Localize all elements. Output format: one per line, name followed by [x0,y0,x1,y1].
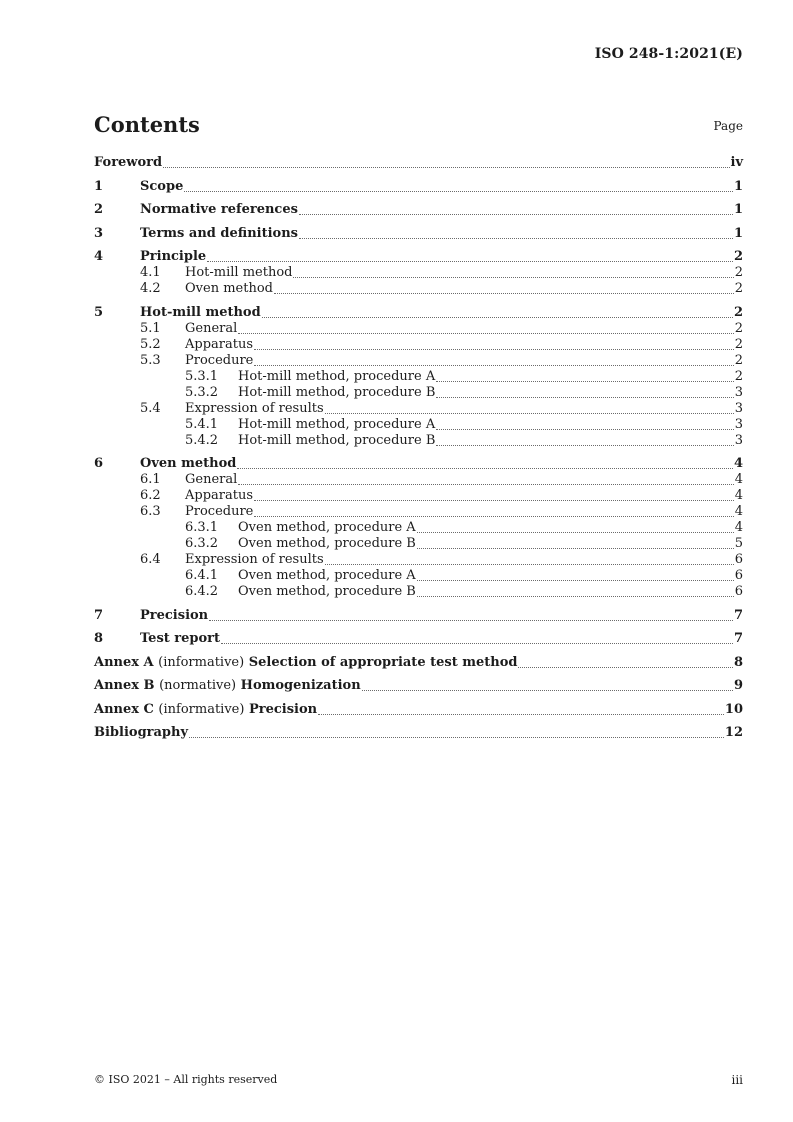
dot-leader [436,445,733,446]
dot-leader [274,293,734,294]
toc-entry-title [94,678,361,694]
toc-entry-page: 4 [733,456,743,471]
annex-label: Annex B [94,678,155,693]
toc-entry[interactable] [94,456,743,472]
toc-entry-page: 2 [734,320,743,336]
toc-entry[interactable] [94,472,743,488]
toc-entry-page: 1 [733,178,743,194]
dot-leader [325,564,734,565]
toc-entry-title: General [185,320,238,336]
annex-title: Selection of appropriate test method [248,654,518,670]
toc-entry-number: 3 [94,225,104,241]
toc-entry[interactable] [94,179,743,195]
toc-entry[interactable] [94,433,743,449]
toc-entry[interactable] [94,369,743,385]
dot-leader [184,191,733,192]
toc-entry-page: 4 [734,504,743,519]
dot-leader [299,238,733,239]
toc-entry-title [94,655,517,671]
toc-entry-number: 2 [94,202,104,217]
toc-entry-page: 6 [734,552,743,567]
toc-entry-number: 6.3 [140,504,161,519]
toc-entry-page: 7 [733,631,743,646]
dot-leader [207,261,733,262]
dot-leader [436,381,734,382]
toc-entry-page: 2 [733,249,743,264]
toc-entry-page: 3 [734,400,743,416]
toc-entry-page: 5 [734,536,743,551]
toc-entry[interactable] [94,417,743,433]
toc-entry-page: 1 [733,202,743,217]
toc-entry[interactable] [94,281,743,297]
toc-entry-title: Procedure [185,352,254,368]
toc-entry-number: 5.3.2 [185,384,219,400]
toc-entry-title: Procedure [185,504,254,519]
toc-entry-title: Bibliography [94,725,189,740]
toc-entry-number: 5.4 [140,400,161,416]
toc-entry[interactable] [94,568,743,584]
dot-leader [238,333,733,334]
toc-entry-page: 6 [734,584,743,599]
toc-entry[interactable] [94,337,743,353]
toc-entry-title: Oven method, procedure B [238,584,416,599]
copyright-notice: © ISO 2021 – All rights reserved [94,1073,278,1086]
toc-entry-number: 4 [94,249,104,264]
dot-leader [293,277,733,278]
toc-entry[interactable] [94,353,743,369]
dot-leader [436,397,733,398]
toc-entry-title: Oven method, procedure A [238,520,416,535]
page-title: Contents [94,112,200,137]
toc-entry-number: 6.4 [140,552,161,567]
toc-entry-title: General [185,472,238,487]
toc-entry-title: Hot-mill method [140,304,261,320]
toc-entry[interactable] [94,702,743,718]
toc-entry-page: 7 [733,607,743,623]
table-of-contents [94,155,743,741]
toc-entry-page: 2 [734,368,743,384]
dot-leader [254,516,733,517]
toc-entry-title: Hot-mill method, procedure B [238,384,436,400]
toc-entry-title: Hot-mill method, procedure A [238,416,436,432]
annex-label: Annex C [94,701,154,717]
toc-entry-title: Test report [140,631,221,646]
toc-entry-page: 4 [734,520,743,535]
dot-leader [325,413,734,414]
dot-leader [254,349,734,350]
toc-entry-number: 5.4.1 [185,416,219,432]
annex-title: Homogenization [240,678,361,693]
dot-leader [318,714,724,715]
dot-leader [221,643,733,644]
dot-leader [254,500,734,501]
toc-entry-page: 6 [734,568,743,583]
toc-entry-number: 5.2 [140,336,161,352]
toc-entry-title: Expression of results [185,400,324,416]
toc-entry-page: 1 [733,225,743,241]
toc-entry-title: Oven method, procedure A [238,568,416,583]
toc-entry[interactable] [94,385,743,401]
toc-entry-title: Hot-mill method, procedure A [238,368,436,384]
document-id: ISO 248-1:2021(E) [594,46,743,62]
toc-entry[interactable] [94,265,743,281]
toc-entry-page: 3 [734,416,743,432]
toc-entry-page: 3 [734,384,743,400]
toc-entry-page: 4 [734,472,743,487]
page-column-label: Page [713,119,743,133]
page-number: iii [731,1073,743,1087]
dot-leader [417,580,734,581]
toc-entry[interactable] [94,725,743,741]
toc-entry-title: Normative references [140,202,298,217]
toc-entry-page: 3 [734,432,743,448]
toc-entry-page: 10 [724,701,743,717]
toc-entry-title: Foreword [94,155,163,170]
toc-entry-number: 5.1 [140,320,161,336]
toc-entry-number: 6.4.1 [185,568,219,583]
toc-entry-number: 6.3.2 [185,536,219,551]
toc-entry[interactable] [94,488,743,504]
toc-entry-number: 4.1 [140,265,161,280]
toc-entry[interactable] [94,536,743,552]
toc-entry-number: 6.4.2 [185,584,219,599]
toc-entry[interactable] [94,584,743,600]
toc-entry-number: 4.2 [140,281,161,296]
toc-entry-title: Oven method [185,281,273,296]
dot-leader [518,667,732,668]
toc-entry-number: 5 [94,304,104,320]
toc-entry[interactable] [94,305,743,321]
toc-entry-number: 8 [94,631,104,646]
toc-entry[interactable] [94,552,743,568]
annex-title: Precision [248,701,318,717]
toc-entry-number: 7 [94,607,104,623]
toc-entry[interactable] [94,202,743,218]
dot-leader [237,468,733,469]
toc-entry-title: Terms and definitions [140,225,298,241]
toc-entry-title: Scope [140,178,184,194]
toc-entry-number: 6.3.1 [185,520,219,535]
toc-entry-title: Principle [140,249,207,264]
toc-entry[interactable] [94,520,743,536]
toc-entry-number: 5.3.1 [185,368,219,384]
toc-entry[interactable] [94,226,743,242]
toc-entry[interactable] [94,321,743,337]
toc-entry-page: 12 [724,725,743,740]
dot-leader [417,548,734,549]
toc-entry-number: 6.1 [140,472,161,487]
toc-entry[interactable] [94,249,743,265]
toc-entry-number: 6 [94,456,104,471]
dot-leader [417,532,734,533]
annex-type-note: (informative) [158,654,245,670]
dot-leader [299,214,733,215]
toc-entry-page: 2 [734,265,743,280]
toc-entry[interactable] [94,608,743,624]
toc-entry[interactable] [94,655,743,671]
dot-leader [209,620,733,621]
toc-entry-page: 9 [733,678,743,693]
toc-entry-title: Expression of results [185,552,324,567]
toc-entry-title: Hot-mill method, procedure B [238,432,436,448]
toc-entry-number: 6.2 [140,488,161,503]
annex-label: Annex A [94,654,154,670]
annex-type-note: (normative) [159,678,237,693]
toc-entry-number: 5.4.2 [185,432,219,448]
dot-leader [362,690,733,691]
toc-entry-number: 5.3 [140,352,161,368]
dot-leader [262,317,733,318]
toc-entry-page: 2 [734,336,743,352]
toc-entry-number: 1 [94,178,104,194]
toc-entry-title: Oven method [140,456,237,471]
toc-entry-page: 8 [733,654,743,670]
toc-entry-title [94,702,317,718]
toc-entry-page: 4 [734,488,743,503]
toc-entry-page: iv [730,155,743,170]
toc-entry-title: Oven method, procedure B [238,536,416,551]
annex-type-note: (informative) [158,701,245,717]
toc-entry[interactable] [94,631,743,647]
dot-leader [238,484,733,485]
dot-leader [163,167,729,168]
toc-entry-page: 2 [733,304,743,320]
toc-entry[interactable] [94,678,743,694]
toc-entry-title: Apparatus [185,336,254,352]
dot-leader [189,737,724,738]
toc-entry[interactable] [94,504,743,520]
toc-entry-page: 2 [734,281,743,296]
toc-entry[interactable] [94,401,743,417]
toc-entry-title: Hot-mill method [185,265,293,280]
toc-entry[interactable] [94,155,743,171]
dot-leader [436,429,734,430]
toc-entry-page: 2 [734,352,743,368]
dot-leader [254,365,733,366]
toc-entry-title: Precision [140,607,209,623]
toc-entry-title: Apparatus [185,488,254,503]
dot-leader [417,596,734,597]
